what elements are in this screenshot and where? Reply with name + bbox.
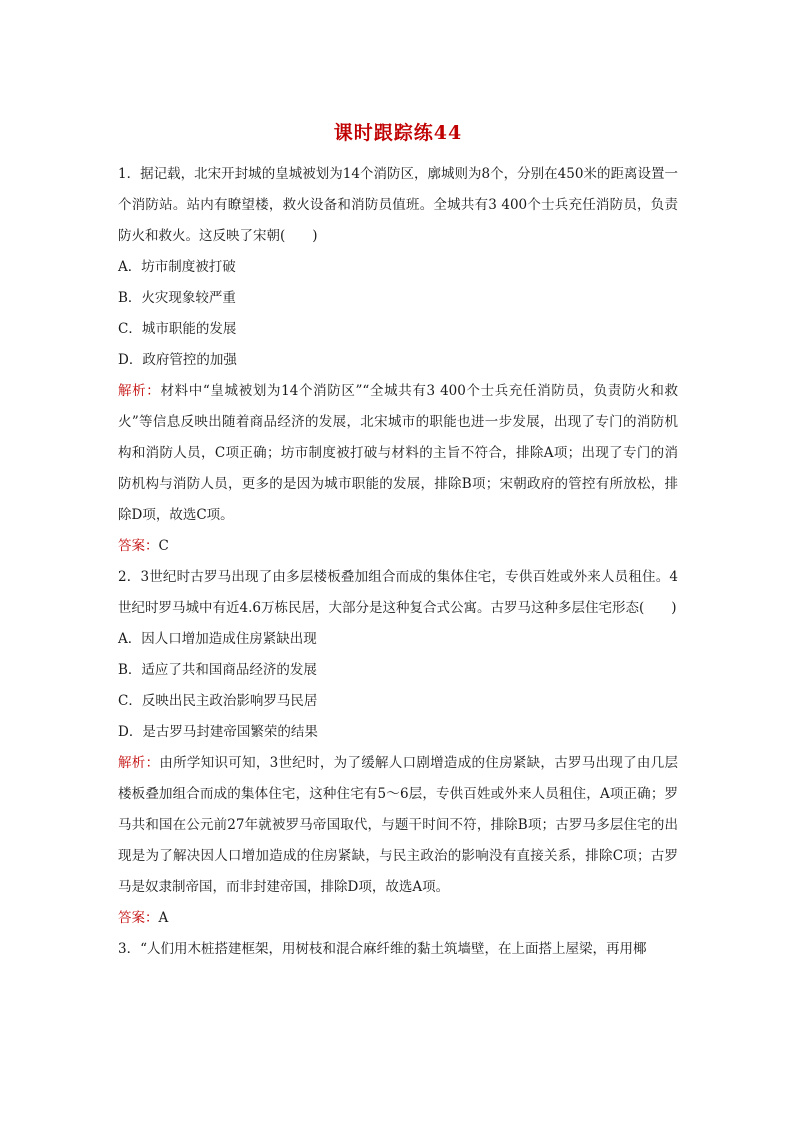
page-title: 课时跟踪练44 xyxy=(333,122,463,144)
question-2-answer xyxy=(118,903,678,934)
question-2-option-d: D．是古罗马封建帝国繁荣的结果 xyxy=(118,724,318,740)
analysis-text: 由所学知识可知，3世纪时，为了缓解人口剧增造成的住房紧缺，古罗马出现了由几层楼板叠加组合而成的集体住宅，这种住宅有5～6层，专供百姓或外来人员租住，A项正确；罗马共和国在公元前27年就被罗马帝国取代，与题干时间不符，排除B项；古罗马多层住宅的出现是为了解决因人口增加造成的住房紧缺，与民主政治的影响没有直接关系，排除C项；古罗马是奴隶制帝国，而非封建帝国，排除D项，故选A项。 xyxy=(118,755,678,895)
question-1-option-d: D．政府管控的加强 xyxy=(118,352,237,368)
analysis-text: 材料中“皇城被划为14个消防区”“全城共有3 400个士兵充任消防员，负责防火和救火”等信息反映出随着商品经济的发展，北宋城市的职能也进一步发展，出现了专门的消防机构和消防人员，C项正确；坊市制度被打破与材料的主旨不符合，排除A项；出现了专门的消防机构与消防人员，更多的是因为城市职能的发展，排除B项；宋朝政府的管控有所放松，排除D项，故选C项。 xyxy=(118,383,679,523)
question-1 xyxy=(118,159,678,562)
question-2-option-b: B．适应了共和国商品经济的发展 xyxy=(118,662,317,678)
question-2-option-c: C．反映出民主政治影响罗马民居 xyxy=(118,693,318,709)
question-1-analysis xyxy=(118,376,678,531)
analysis-label: 解析： xyxy=(118,383,161,399)
question-2-option-a: A．因人口增加造成住房紧缺出现 xyxy=(118,631,317,647)
answer-value: A xyxy=(158,910,169,926)
question-1-option-b: B．火灾现象较严重 xyxy=(118,290,236,306)
question-1-stem: 1．据记载，北宋开封城的皇城被划为14个消防区，廓城则为8个，分别在450米的距离设置一个消防站。站内有瞭望楼，救火设备和消防员值班。全城共有3 400个士兵充任消防员，负责防火和救火。这反映了宋朝( ) xyxy=(118,166,678,244)
question-3 xyxy=(118,934,678,965)
question-1-option-a: A．坊市制度被打破 xyxy=(118,259,236,275)
answer-label: 答案： xyxy=(118,910,159,926)
question-2 xyxy=(118,562,678,934)
question-1-answer xyxy=(118,531,678,562)
question-1-option-c: C．城市职能的发展 xyxy=(118,321,237,337)
question-2-analysis xyxy=(118,748,678,903)
answer-value: C xyxy=(158,538,169,554)
analysis-label: 解析： xyxy=(118,755,160,771)
question-3-stem: 3．“人们用木桩搭建框架，用树枝和混合麻纤维的黏土筑墙壁，在上面搭上屋梁，再用椰 xyxy=(118,941,647,957)
answer-label: 答案： xyxy=(118,538,159,554)
question-2-stem: 2．3世纪时古罗马出现了由多层楼板叠加组合而成的集体住宅，专供百姓或外来人员租住。4世纪时罗马城中有近4.6万栋民居，大部分是这种复合式公寓。古罗马这种多层住宅形态( ) xyxy=(118,569,678,616)
document-page xyxy=(118,118,678,965)
